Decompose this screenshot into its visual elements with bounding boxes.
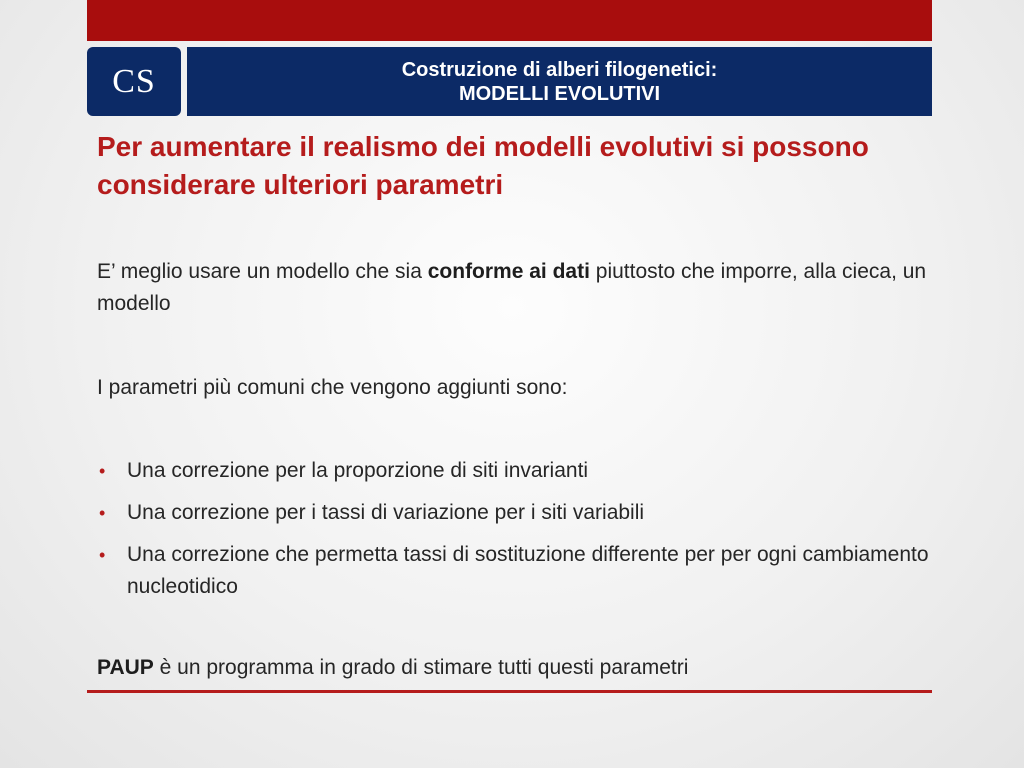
paragraph-paup-post: è un programma in grado di stimare tutti questi parametri bbox=[153, 656, 689, 679]
paragraph-common-parameters: I parametri più comuni che vengono aggiunti sono: bbox=[97, 376, 568, 399]
list-item-text: Una correzione per la proporzione di siti invarianti bbox=[127, 459, 589, 482]
logo-badge bbox=[87, 47, 181, 116]
paragraph-model-choice-pre: E’ meglio usare un modello che sia bbox=[97, 260, 428, 283]
bullet-icon: • bbox=[99, 545, 106, 565]
slide-heading: Per aumentare il realismo dei modelli evolutivi si possono considerare ulteriori parametri bbox=[97, 131, 869, 200]
list-item-text: Una correzione che permetta tassi di sostituzione differente per per ogni cambiamento nucleotidico bbox=[127, 543, 929, 598]
parameter-list bbox=[97, 455, 937, 613]
top-accent-bar bbox=[87, 0, 932, 41]
list-item bbox=[97, 497, 937, 529]
paragraph-model-choice-post: piuttosto che imporre, alla cieca, un modello bbox=[97, 260, 927, 315]
bottom-divider bbox=[87, 690, 932, 693]
list-item bbox=[97, 455, 937, 487]
paragraph-paup bbox=[97, 652, 927, 684]
bullet-icon: • bbox=[99, 461, 106, 481]
paragraph-model-choice bbox=[97, 256, 927, 320]
slide-title-line-2: MODELLI EVOLUTIVI bbox=[458, 82, 661, 105]
list-item bbox=[97, 539, 937, 603]
bullet-icon: • bbox=[99, 503, 106, 523]
paragraph-model-choice-bold: conforme ai dati bbox=[427, 260, 590, 283]
slide-title-banner bbox=[187, 47, 932, 116]
list-item-text: Una correzione per i tassi di variazione per i siti variabili bbox=[127, 501, 645, 524]
paragraph-paup-bold: PAUP bbox=[97, 656, 154, 679]
slide-title-line-1: Costruzione di alberi filogenetici: bbox=[401, 58, 718, 81]
logo-text: CS bbox=[112, 62, 156, 100]
